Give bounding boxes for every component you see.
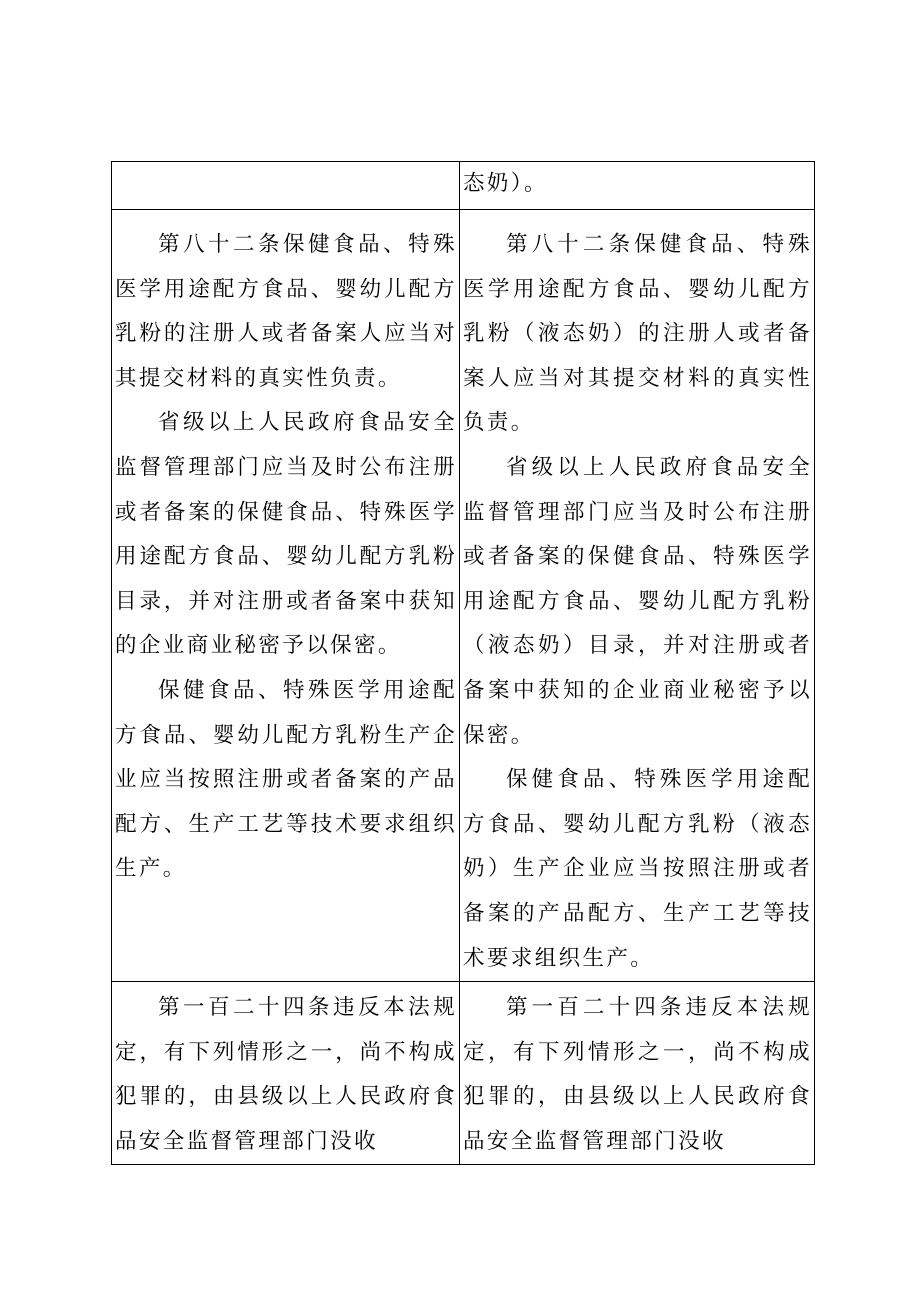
paragraph: 保健食品、特殊医学用途配方食品、婴幼儿配方乳粉（液态奶）生产企业应当按照注册或者备案的产品配方、生产工艺等技术要求组织生产。 — [463, 767, 812, 971]
article-82-revised — [460, 210, 815, 982]
article-124-revised — [460, 982, 815, 1165]
cell-right-continued — [460, 162, 815, 210]
table-row — [112, 210, 815, 982]
article-82-original — [112, 210, 460, 982]
article-124-original — [112, 982, 460, 1165]
paragraph: 省级以上人民政府食品安全监督管理部门应当及时公布注册或者备案的保健食品、特殊医学用途配方食品、婴幼儿配方乳粉目录，并对注册或者备案中获知的企业商业秘密予以保密。 — [115, 410, 457, 659]
paragraph: 省级以上人民政府食品安全监督管理部门应当及时公布注册或者备案的保健食品、特殊医学用途配方食品、婴幼儿配方乳粉（液态奶）目录，并对注册或者备案中获知的企业商业秘密予以保密。 — [463, 454, 812, 748]
paragraph: 保健食品、特殊医学用途配方食品、婴幼儿配方乳粉生产企业应当按照注册或者备案的产品配方、生产工艺等技术要求组织生产。 — [115, 677, 457, 882]
table-row — [112, 982, 815, 1165]
paragraph: 第一百二十四条违反本法规定，有下列情形之一，尚不构成犯罪的，由县级以上人民政府食品安全监督管理部门没收 — [115, 995, 457, 1154]
cell-text: 态奶）。 — [463, 171, 548, 196]
cell-left-continued — [112, 162, 460, 210]
paragraph: 第一百二十四条违反本法规定，有下列情形之一，尚不构成犯罪的，由县级以上人民政府食品安全监督管理部门没收 — [463, 995, 812, 1154]
paragraph: 第八十二条保健食品、特殊医学用途配方食品、婴幼儿配方乳粉（液态奶）的注册人或者备案人应当对其提交材料的真实性负责。 — [463, 232, 812, 436]
table-row — [112, 162, 815, 210]
comparison-table — [111, 161, 815, 1165]
paragraph: 第八十二条保健食品、特殊医学用途配方食品、婴幼儿配方乳粉的注册人或者备案人应当对其提交材料的真实性负责。 — [115, 232, 457, 391]
